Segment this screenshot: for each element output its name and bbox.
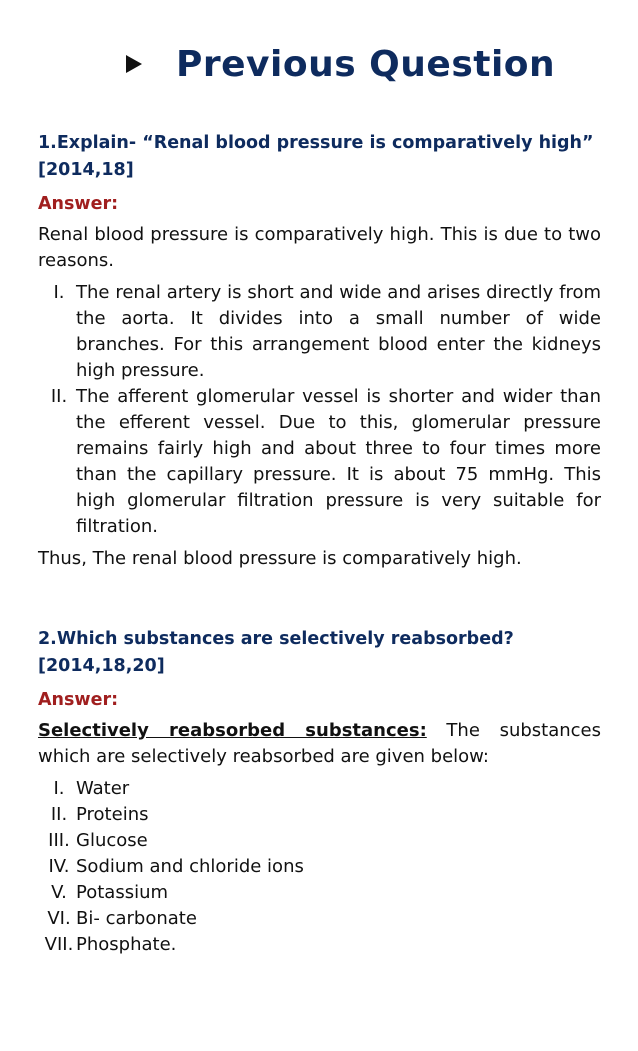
list-item-number: VII. — [44, 934, 74, 955]
answer-2-intro-rest: The substances which are selectively reabsorbed are given below: — [38, 720, 602, 767]
question-1-section — [38, 130, 601, 572]
answer-2-intro — [38, 718, 601, 770]
list-item-text: The renal artery is short and wide and arises directly from the aorta. It divides into a small number of wide branches. For this arrangement blood enter the kidneys high pressure. — [76, 282, 601, 381]
list-item — [38, 854, 601, 880]
list-item — [38, 932, 601, 958]
arrow-bullet-icon — [126, 55, 142, 73]
list-item-number: IV. — [48, 856, 70, 877]
list-item — [38, 384, 601, 540]
question-2-section — [38, 626, 601, 958]
answer-label-2: Answer: — [38, 690, 119, 710]
list-item-number: I. — [53, 282, 65, 303]
list-item — [38, 280, 601, 384]
list-item-text: Glucose — [76, 830, 148, 851]
answer-label-1: Answer: — [38, 194, 119, 214]
list-item — [38, 906, 601, 932]
page-title: Previous Question — [176, 43, 556, 85]
answer-2-intro-lead: Selectively reabsorbed substances: — [38, 720, 427, 741]
section-spacer — [38, 572, 601, 626]
list-item-text: Potassium — [76, 882, 169, 903]
list-item-text: Water — [76, 778, 130, 799]
list-item-number: III. — [48, 830, 70, 851]
answer-2-list — [38, 776, 601, 958]
answer-1-intro: Renal blood pressure is comparatively high. This is due to two reasons. — [38, 224, 601, 271]
list-item-number: I. — [53, 778, 65, 799]
list-item-number: V. — [51, 882, 67, 903]
list-item — [38, 880, 601, 906]
list-item — [38, 776, 601, 802]
list-item-number: VI. — [47, 908, 71, 929]
answer-1-conclusion: Thus, The renal blood pressure is comparatively high. — [38, 548, 522, 569]
list-item-text: Bi- carbonate — [76, 908, 197, 929]
answer-1-list — [38, 280, 601, 540]
list-item-text: Proteins — [76, 804, 149, 825]
list-item — [38, 828, 601, 854]
list-item-text: The afferent glomerular vessel is shorter and wider than the efferent vessel. Due to this, glomerular pressure remains fairly high and about three to four times more than the capillary pressure. It is about 75 mmHg. This high glomerular filtration pressure is very suitable for filtration. — [76, 386, 601, 537]
list-item-text: Phosphate. — [76, 934, 177, 955]
list-item-number: II. — [50, 804, 68, 825]
question-1: 1.Explain- “Renal blood pressure is comparatively high” [2014,18] — [38, 133, 594, 180]
content — [38, 130, 601, 964]
title-row — [120, 36, 600, 92]
list-item — [38, 802, 601, 828]
list-item-number: II. — [50, 386, 68, 407]
question-2: 2.Which substances are selectively reabsorbed? [2014,18,20] — [38, 629, 514, 676]
list-item-text: Sodium and chloride ions — [76, 856, 304, 877]
